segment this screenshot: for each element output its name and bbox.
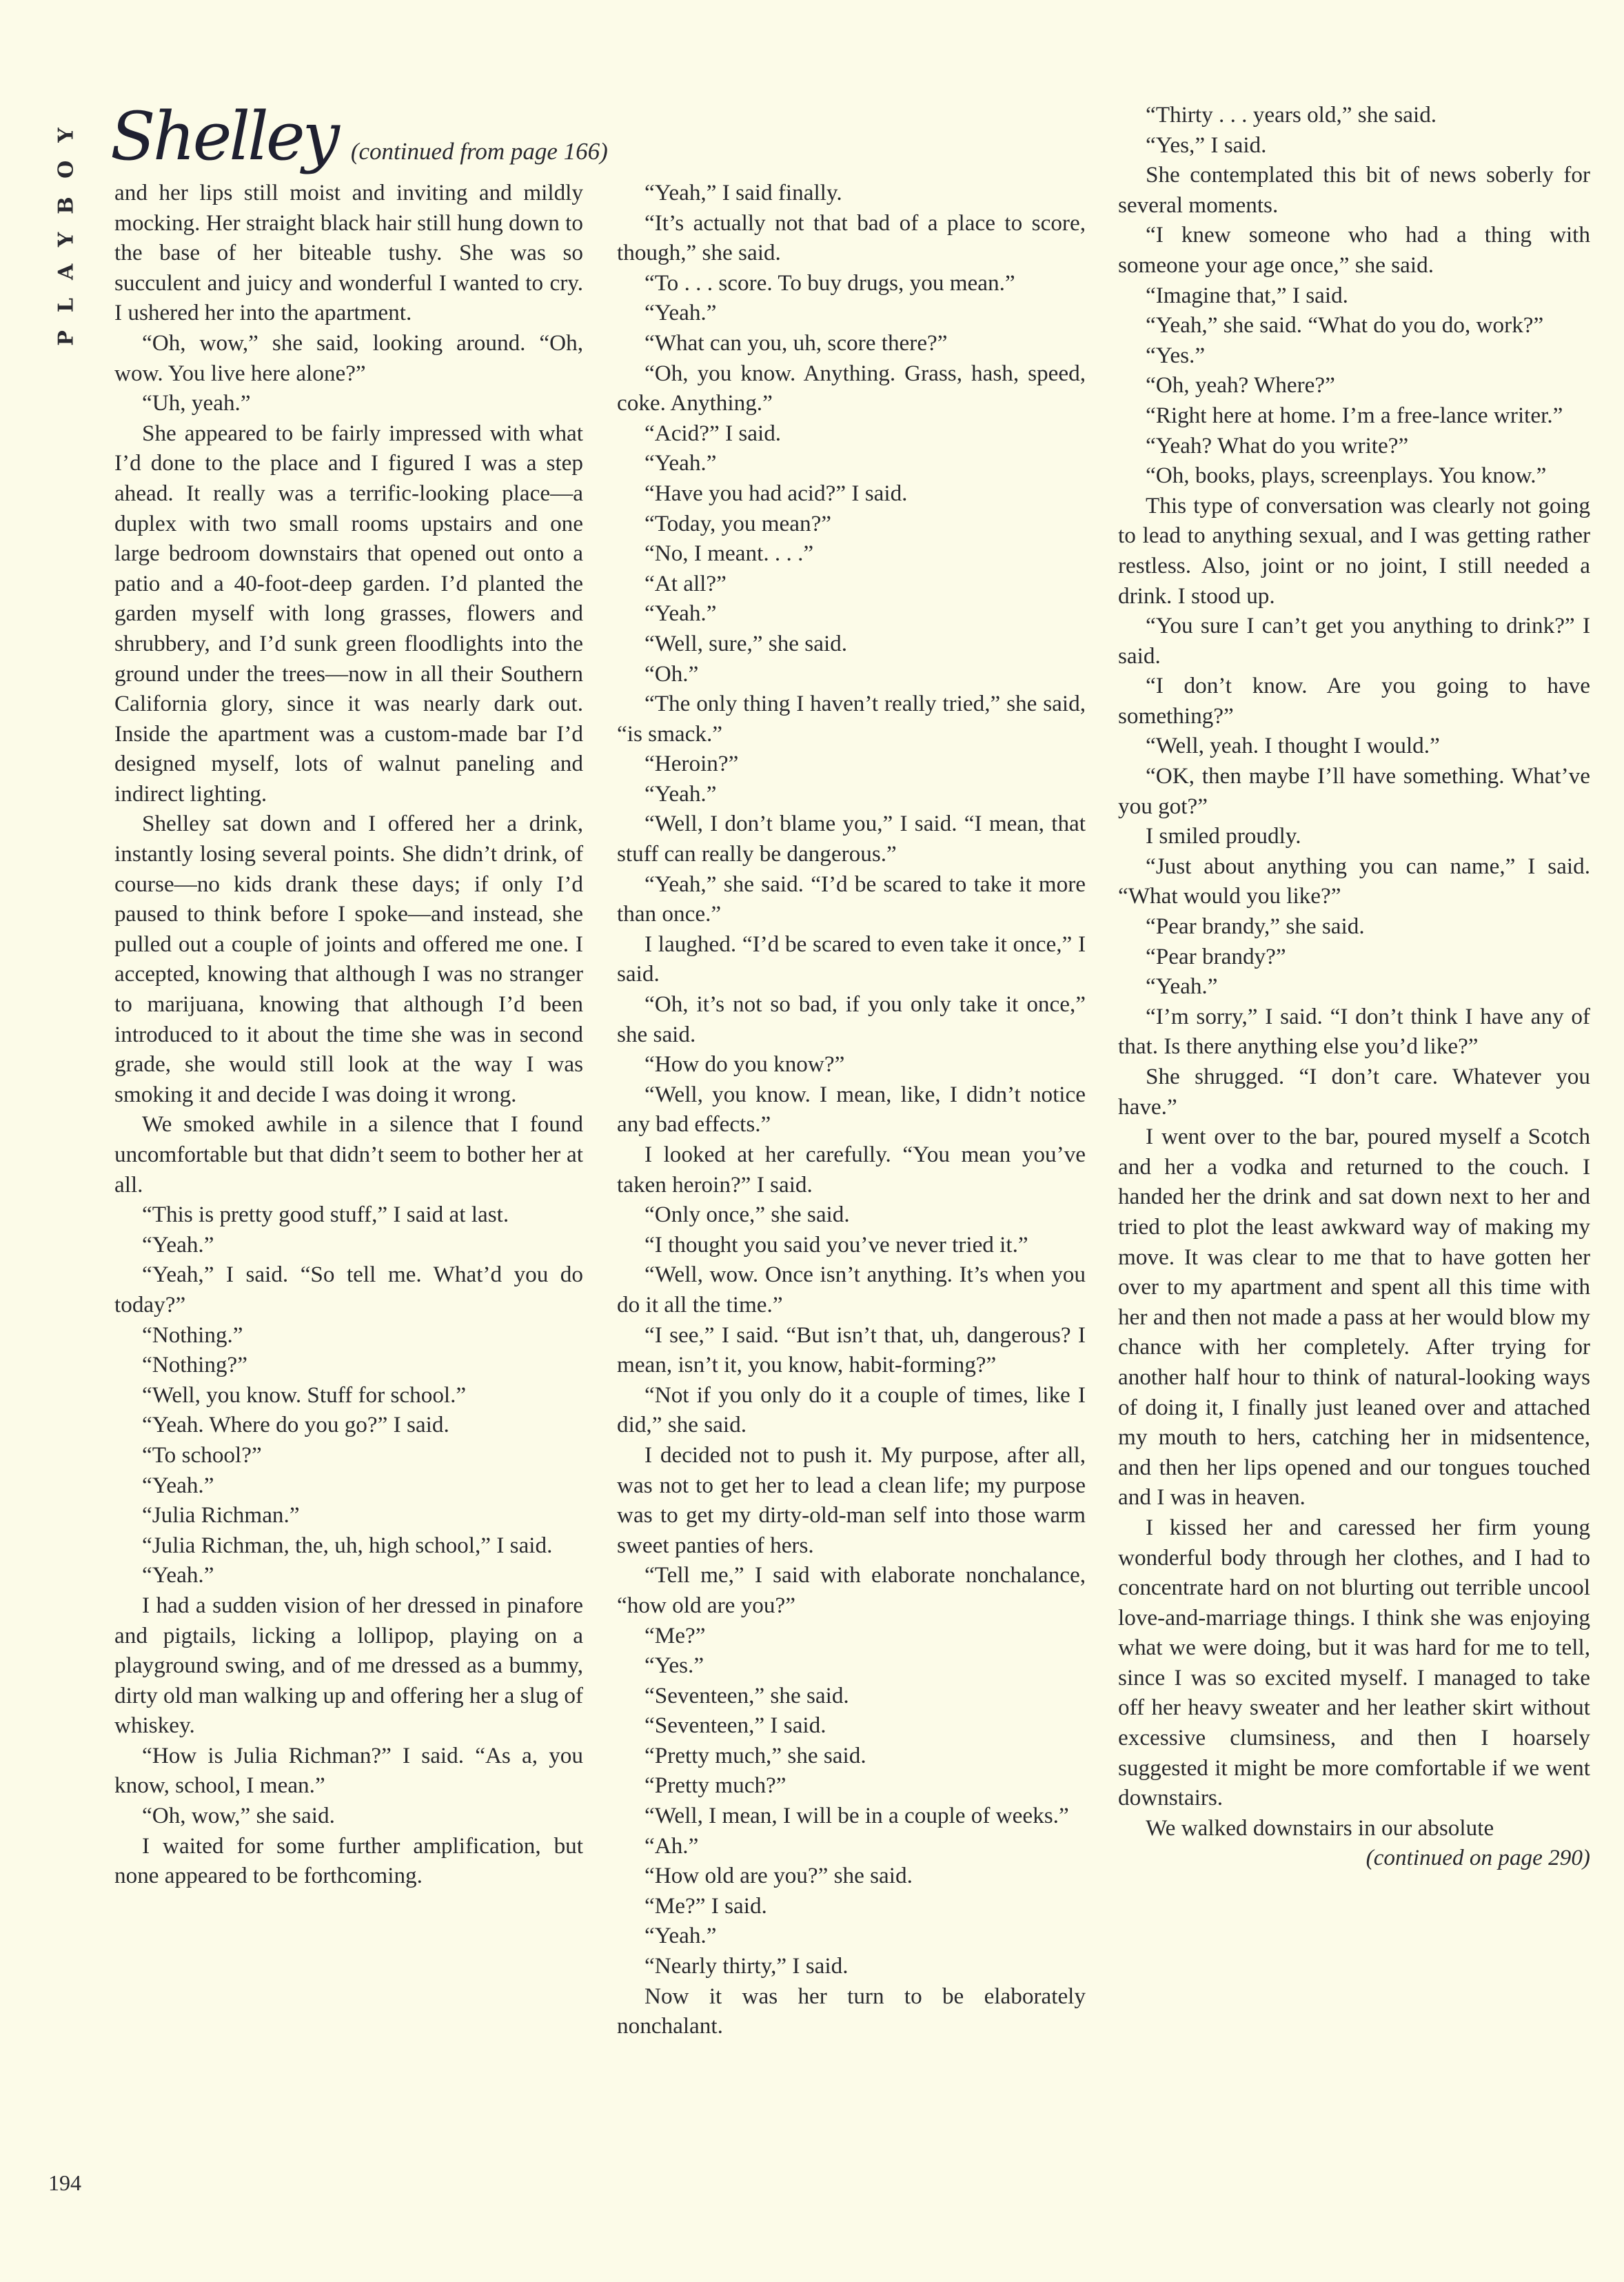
paragraph: “I see,” I said. “But isn’t that, uh, dangerous? I mean, isn’t it, you know, habit-forming?” — [617, 1322, 1086, 1378]
paragraph: “Yeah.” — [142, 1231, 214, 1258]
paragraph: “Yeah.” — [142, 1472, 214, 1498]
paragraph: “Oh, it’s not so bad, if you only take it once,” she said. — [617, 991, 1086, 1047]
paragraph: “No, I meant. . . .” — [644, 541, 814, 567]
paragraph: “Julia Richman, the, uh, high school,” I said. — [142, 1532, 553, 1558]
paragraph: “I’m sorry,” I said. “I don’t think I have any of that. Is there anything else you’d like?” — [1118, 1003, 1590, 1060]
paragraph: “Me?” — [644, 1622, 706, 1648]
paragraph: “Pear brandy,” she said. — [1146, 913, 1365, 940]
paragraph: “Yeah.” — [142, 1562, 214, 1588]
paragraph: “Seventeen,” she said. — [644, 1682, 849, 1708]
page-number: 194 — [48, 2170, 81, 2195]
paragraph: “Yeah,” I said. “So tell me. What’d you do today?” — [114, 1262, 583, 1317]
paragraph: “Yeah.” — [644, 780, 717, 807]
paragraph: “OK, then maybe I’ll have something. What’ve you got?” — [1118, 763, 1590, 819]
paragraph: “I don’t know. Are you going to have something?” — [1118, 673, 1590, 729]
paragraph: “Well, sure,” she said. — [644, 630, 848, 656]
paragraph: “Seventeen,” I said. — [644, 1713, 826, 1739]
paragraph: “Yeah.” — [644, 300, 717, 326]
paragraph: I kissed her and caressed her firm young wonderful body through her clothes, and I had to concentrate hard on not blurting out terrible uncool love-and-marriage things. I think she was enjoying what we were doing, but it was hard for me to tell, since I was so excited myself. I managed to take off her heavy sweater and her leather skirt without excessive clumsiness, and then I hoarsely suggested it might be more comfortable if we went downstairs. — [1118, 1514, 1590, 1811]
paragraph: “Pretty much,” she said. — [644, 1742, 866, 1768]
paragraph: I waited for some further amplification, but none appeared to be forthcoming. — [114, 1832, 583, 1889]
paragraph: “What can you, uh, score there?” — [644, 330, 948, 356]
paragraph: She appeared to be fairly impressed with what I’d done to the place and I figured I was a step ahead. It really was a terrific-looking place—a duplex with two small rooms upstairs and one large bedroom downstairs that opened out onto a patio and a 40-foot-deep garden. I’d planted the garden myself with long grasses, flowers and shrubbery, and I’d sunk green floodlights into the ground under the trees—now in all their Southern California glory, since it was nearly dark out. Inside the apartment was a custom-made bar I’d designed myself, lots of walnut paneling and indirect lighting. — [114, 420, 583, 807]
magazine-masthead — [52, 110, 80, 345]
paragraph: “The only thing I haven’t really tried,” she said, “is smack.” — [617, 691, 1086, 747]
paragraph: “Yeah.” — [644, 600, 717, 627]
paragraph: She contemplated this bit of news soberly for several moments. — [1118, 162, 1590, 218]
paragraph: “Yeah.” — [644, 450, 717, 476]
paragraph: I decided not to push it. My purpose, after all, was not to get her to lead a clean life; my purpose was to get my dirty-old-man self into those warm sweet panties of hers. — [617, 1442, 1086, 1558]
paragraph: “Nearly thirty,” I said. — [644, 1953, 849, 1979]
paragraph: I went over to the bar, poured myself a Scotch and her a vodka and returned to the couch. I handed her the drink and sat down next to her and tried to plot the least awkward way of making my move. It was clear to me that to have gotten her over to my apartment and spent all this time with her and then not made a pass at her would blow my chance with her completely. After trying for another half hour to think of natural-looking ways of doing it, I finally just leaned over and attached my mouth to hers, catching her in midsentence, and then her lips opened and our tongues touched and I was in heaven. — [1118, 1124, 1590, 1511]
paragraph: “Thirty . . . years old,” she said. — [1146, 102, 1437, 128]
paragraph: “Yeah,” she said. “I’d be scared to take it more than once.” — [617, 871, 1086, 927]
paragraph: “Just about anything you can name,” I said. “What would you like?” — [1118, 853, 1590, 909]
paragraph: I looked at her carefully. “You mean you’ve taken heroin?” I said. — [617, 1142, 1086, 1198]
paragraph: We smoked awhile in a silence that I found uncomfortable but that didn’t seem to bother her at all. — [114, 1111, 583, 1198]
paragraph: “Right here at home. I’m a free-lance writer.” — [1146, 402, 1563, 428]
paragraph: “Yes.” — [1146, 342, 1206, 368]
paragraph: “To school?” — [142, 1442, 262, 1468]
paragraph: Shelley sat down and I offered her a drink, instantly losing several points. She didn’t drink, of course—no kids drank these days; if only I’d paused to think before I spoke—and instead, she pulled out a couple of joints and offered me one. I accepted, knowing that although I was no stranger to marijuana, knowing that although I’d been introduced to it about the time she was in second grade, she would still look at the way I was smoking it and decide I was doing it wrong. — [114, 811, 583, 1107]
paragraph: “Yeah,” she said. “What do you do, work?” — [1146, 312, 1544, 339]
paragraph: “Only once,” she said. — [644, 1202, 850, 1228]
paragraph: “Oh, yeah? Where?” — [1146, 372, 1335, 398]
paragraph: “Well, you know. Stuff for school.” — [142, 1382, 467, 1408]
paragraph: “Oh, wow,” she said, looking around. “Oh, wow. You live here alone?” — [114, 330, 583, 386]
paragraph: “You sure I can’t get you anything to drink?” I said. — [1118, 613, 1590, 669]
text-column-3 — [1118, 100, 1590, 1873]
paragraph: “Tell me,” I said with elaborate nonchalance, “how old are you?” — [617, 1562, 1086, 1618]
paragraph: “Yes,” I said. — [1146, 132, 1267, 158]
paragraph: “Nothing?” — [142, 1352, 247, 1378]
paragraph: I smiled proudly. — [1146, 823, 1301, 849]
paragraph: “Well, you know. I mean, like, I didn’t notice any bad effects.” — [617, 1081, 1086, 1138]
paragraph: “Yeah? What do you write?” — [1146, 432, 1409, 458]
continued-from-note: (continued from page 166) — [350, 138, 608, 165]
paragraph: “Pretty much?” — [644, 1773, 786, 1799]
paragraph: “Oh, books, plays, screenplays. You know.” — [1146, 463, 1547, 489]
paragraph: “Heroin?” — [644, 751, 739, 777]
paragraph: “Oh.” — [644, 660, 699, 687]
paragraph: “It’s actually not that bad of a place to score, though,” she said. — [617, 210, 1086, 266]
paragraph: “This is pretty good stuff,” I said at last. — [142, 1202, 509, 1228]
paragraph: “Oh, you know. Anything. Grass, hash, speed, coke. Anything.” — [617, 360, 1086, 416]
paragraph: “How old are you?” she said. — [644, 1863, 913, 1889]
paragraph: “How do you know?” — [644, 1051, 845, 1078]
paragraph: “Well, I mean, I will be in a couple of weeks.” — [644, 1803, 1069, 1829]
paragraph: “Acid?” I said. — [644, 420, 782, 446]
paragraph: This type of conversation was clearly not going to lead to anything sexual, and I was getting rather restless. Also, joint or no joint, I still needed a drink. I stood up. — [1118, 492, 1590, 609]
paragraph: We walked downstairs in our absolute — [1146, 1815, 1494, 1841]
paragraph: “Well, I don’t blame you,” I said. “I mean, that stuff can really be dangerous.” — [617, 811, 1086, 867]
paragraph: “Me?” I said. — [644, 1892, 767, 1919]
text-column-1 — [114, 178, 583, 1891]
paragraph: “Nothing.” — [142, 1322, 243, 1348]
paragraph: and her lips still moist and inviting and mildly mocking. Her straight black hair still hung down to the base of her biteable tushy. She was so succulent and juicy and wonderful I wanted to cry. I ushered her into the apartment. — [114, 180, 583, 326]
paragraph: “Yeah.” — [1146, 973, 1218, 1000]
paragraph: “Imagine that,” I said. — [1146, 282, 1348, 308]
paragraph: “Uh, yeah.” — [142, 390, 251, 416]
paragraph: I had a sudden vision of her dressed in pinafore and pigtails, licking a lollipop, playing on a playground swing, and of me dressed as a bummy, dirty old man walking up and offering her a slug of whiskey. — [114, 1592, 583, 1739]
text-column-2 — [617, 178, 1086, 2041]
paragraph: She shrugged. “I don’t care. Whatever you have.” — [1118, 1064, 1590, 1120]
continued-on-note: (continued on page 290) — [1366, 1845, 1590, 1871]
paragraph: “Yeah.” — [644, 1923, 717, 1949]
paragraph: “Julia Richman.” — [142, 1502, 300, 1528]
paragraph: “Have you had acid?” I said. — [644, 480, 908, 506]
paragraph: “How is Julia Richman?” I said. “As a, you know, school, I mean.” — [114, 1742, 583, 1799]
paragraph: “Today, you mean?” — [644, 510, 832, 536]
paragraph: “Pear brandy?” — [1146, 943, 1286, 969]
paragraph: “Not if you only do it a couple of times, like I did,” she said. — [617, 1382, 1086, 1438]
paragraph: Now it was her turn to be elaborately nonchalant. — [617, 1983, 1086, 2039]
paragraph: “I thought you said you’ve never tried it.” — [644, 1231, 1028, 1258]
paragraph: “Well, yeah. I thought I would.” — [1146, 733, 1440, 759]
paragraph: “I knew someone who had a thing with someone your age once,” she said. — [1118, 222, 1590, 278]
paragraph: “At all?” — [644, 570, 727, 596]
article-title: Shelley — [110, 98, 337, 175]
paragraph: “Yeah. Where do you go?” I said. — [142, 1412, 449, 1438]
paragraph: “Well, wow. Once isn’t anything. It’s when you do it all the time.” — [617, 1262, 1086, 1317]
paragraph: I laughed. “I’d be scared to even take it once,” I said. — [617, 931, 1086, 987]
paragraph: “Yes.” — [644, 1653, 704, 1679]
paragraph: “Oh, wow,” she said. — [142, 1803, 335, 1829]
paragraph: “To . . . score. To buy drugs, you mean.” — [644, 270, 1015, 296]
paragraph: “Ah.” — [644, 1832, 699, 1859]
paragraph: “Yeah,” I said finally. — [644, 180, 842, 205]
masthead-text: PLAYBOY — [54, 109, 79, 346]
article-headline — [110, 98, 608, 175]
